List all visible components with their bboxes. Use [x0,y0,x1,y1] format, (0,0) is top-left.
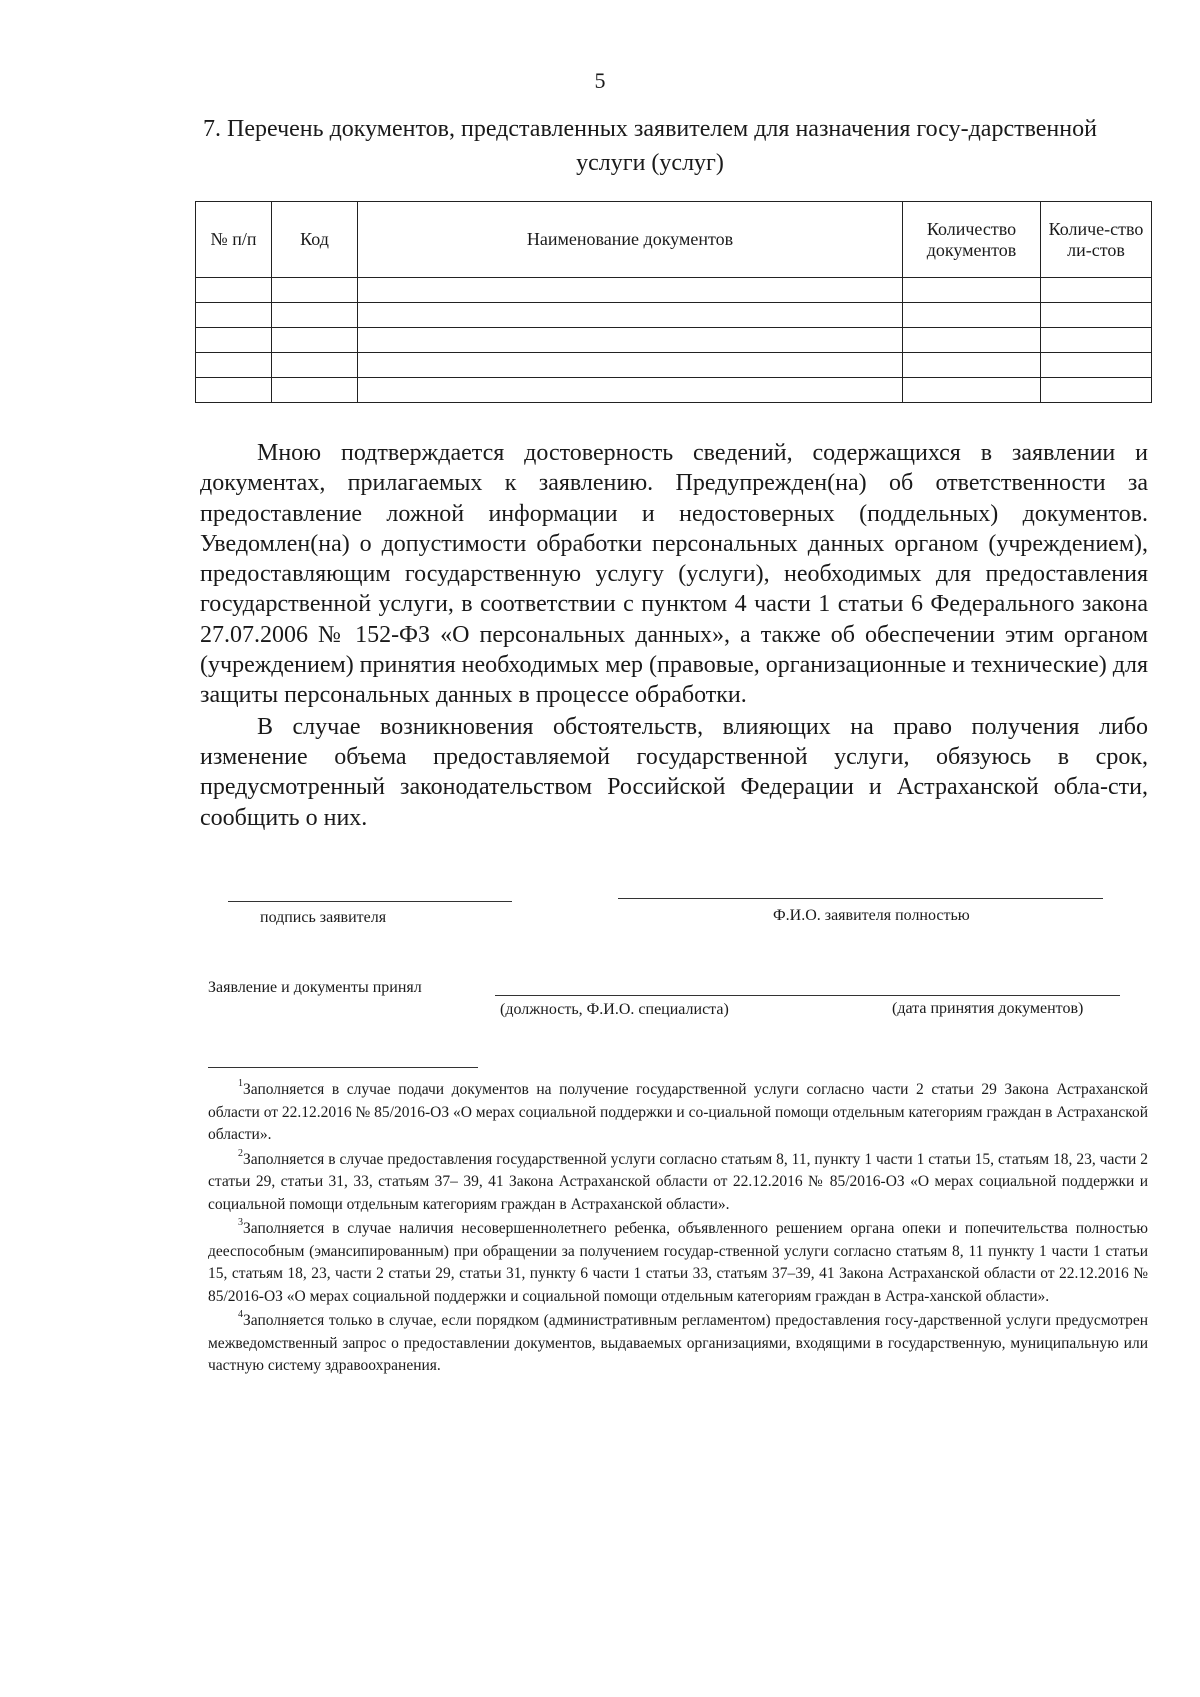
footnote-mark: 1 [238,1078,243,1089]
cell-num[interactable] [196,353,272,378]
accepted-label: Заявление и документы принял [208,979,422,996]
table-row [196,303,1152,328]
footnote [208,1079,1148,1147]
footnote-text: Заполняется в случае предоставления государственной услуги согласно статьям 8, 11, пункту 1 части 1 статьи 15, статьям 18, 23, части 2 статьи 29, статьи 31, 33, статьям 37– 39, 41 Закона Астраханской области от 22.12.2016 № 85/2016-ОЗ «О мерах социальной поддержки и социальной помощи отдельным категориям граждан в Астраханской области». [208,1150,1148,1213]
cell-doc-count[interactable] [903,378,1041,403]
cell-num[interactable] [196,278,272,303]
cell-sheet-count[interactable] [1041,353,1152,378]
footnotes [208,1079,1148,1380]
documents-table [195,201,1152,403]
cell-code[interactable] [272,378,358,403]
applicant-name-caption: Ф.И.О. заявителя полностью [773,907,970,924]
cell-name[interactable] [358,378,903,403]
footnote [208,1218,1148,1308]
body-text [200,438,1148,833]
specialist-caption: (должность, Ф.И.О. специалиста) [500,1001,729,1018]
section-title: 7. Перечень документов, представленных заявителем для назначения госу-дарственной услуги (услуг) [203,116,1097,176]
table-header-row [196,202,1152,278]
cell-sheet-count[interactable] [1041,303,1152,328]
page-number: 5 [594,68,606,93]
table-row [196,378,1152,403]
date-caption: (дата принятия документов) [892,1000,1084,1017]
cell-name[interactable] [358,278,903,303]
cell-name[interactable] [358,303,903,328]
cell-code[interactable] [272,328,358,353]
cell-doc-count[interactable] [903,353,1041,378]
applicant-signature-caption: подпись заявителя [260,909,387,926]
table-row [196,328,1152,353]
cell-code[interactable] [272,303,358,328]
footnote-text: Заполняется в случае наличия несовершеннолетнего ребенка, объявленного решением органа опеки и попечительства полностью дееспособным (эмансипированным) при обращении за получением государ-ственной услуги согласно статьям 8, 11 пункту 1 части 1 статьи 15, статьям 18, 23, части 2 статьи 29, статьи 31, пункту 6 части 1 статьи 33, статьям 37–39, 41 Закона Астраханской области от 22.12.2016 № 85/2016-ОЗ «О мерах социальной поддержки и социальной помощи отдельным категориям граждан в Астра-ханской области». [208,1220,1148,1305]
cell-num[interactable] [196,328,272,353]
cell-num[interactable] [196,378,272,403]
footnote-mark: 2 [238,1147,243,1159]
footnote-text: Заполняется только в случае, если порядком (административным регламентом) предоставления госу-дарственной услуги предусмотрен межведомственный запрос о предоставлении документов, выдаваемых организациями, входящими в государственную, муниципальную или частную систему здравоохранения. [208,1312,1148,1374]
cell-code[interactable] [272,278,358,303]
footnote-separator [208,1067,478,1068]
applicant-signature-line[interactable] [228,901,512,902]
paragraph-obligation: В случае возникновения обстоятельств, влияющих на право получения либо изменение объема предоставляемой государственной услуги, обязуюсь в срок, предусмотренный законодательством Российской Федерации и Астраханской обла-сти, сообщить о них. [200,713,1148,831]
cell-sheet-count[interactable] [1041,278,1152,303]
paragraph-confirmation: Мною подтверждается достоверность сведений, содержащихся в заявлении и документах, прилагаемых к заявлению. Предупрежден(на) об ответственности за предоставление ложной информации и недостоверных (поддельных) документов. Уведомлен(на) о допустимости обработки персональных данных органом (учреждением), предоставляющим государственную услугу (услуги), необходимых для предоставления государственной услуги, в соответствии с пунктом 4 части 1 статьи 6 Федерального закона 27.07.2006 № 152-ФЗ «О персональных данных», а также об обеспечении этим органом (учреждением) принятия необходимых мер (правовые, организационные и технические) для защиты персональных данных в процессе обработки. [200,440,1148,709]
footnote-mark: 3 [238,1217,243,1228]
header-name: Наименование документов [358,202,903,278]
footnote-mark: 4 [238,1309,243,1320]
header-doc-count: Количество документов [903,202,1041,278]
table-row [196,353,1152,378]
cell-code[interactable] [272,353,358,378]
cell-name[interactable] [358,328,903,353]
footnote-text: Заполняется в случае подачи документов на получение государственной услуги согласно части 2 статьи 29 Закона Астраханской области от 22.12.2016 № 85/2016-ОЗ «О мерах социальной поддержки и со-циальной помощи отдельным категориям граждан в Астраханской области». [208,1081,1148,1143]
footnote [208,1310,1148,1378]
header-num: № п/п [196,202,272,278]
cell-num[interactable] [196,303,272,328]
applicant-name-line[interactable] [618,898,1103,899]
footnote [208,1149,1148,1217]
cell-doc-count[interactable] [903,328,1041,353]
header-sheet-count: Количе-ство ли-стов [1041,202,1152,278]
header-code: Код [272,202,358,278]
cell-sheet-count[interactable] [1041,378,1152,403]
table-row [196,278,1152,303]
cell-doc-count[interactable] [903,303,1041,328]
cell-name[interactable] [358,353,903,378]
specialist-line[interactable] [495,995,1120,996]
cell-doc-count[interactable] [903,278,1041,303]
cell-sheet-count[interactable] [1041,328,1152,353]
